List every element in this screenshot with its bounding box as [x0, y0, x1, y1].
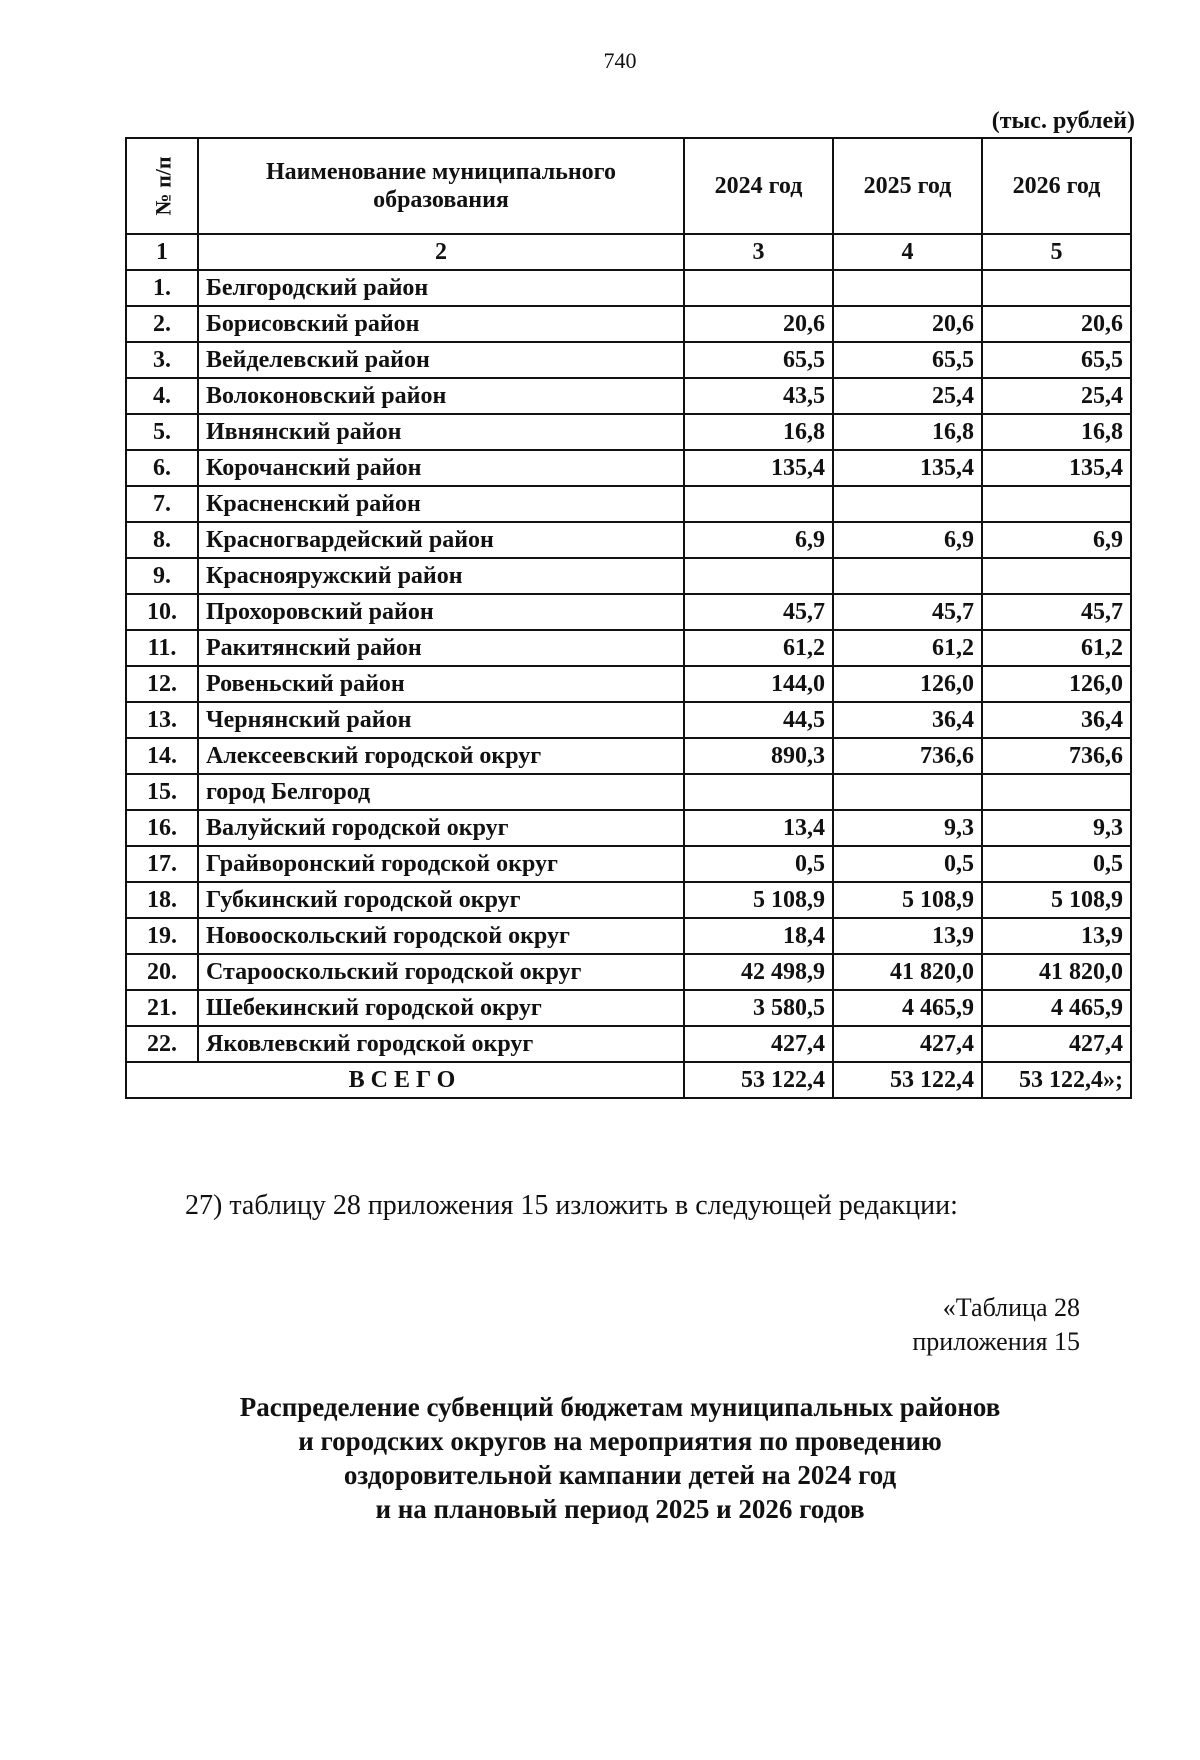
table-row — [126, 1026, 1131, 1062]
row-name: Грайворонский городской округ — [198, 846, 684, 882]
row-value-2025: 41 820,0 — [833, 954, 982, 990]
row-value-2026 — [982, 558, 1131, 594]
row-name: Вейделевский район — [198, 342, 684, 378]
row-name: Ракитянский район — [198, 630, 684, 666]
total-value-2024: 53 122,4 — [684, 1062, 833, 1098]
row-value-2024: 45,7 — [684, 594, 833, 630]
title-line: оздоровительной кампании детей на 2024 год — [343, 1460, 897, 1490]
table-row — [126, 954, 1131, 990]
row-number: 16. — [126, 810, 198, 846]
row-name: Яковлевский городской округ — [198, 1026, 684, 1062]
row-value-2025: 20,6 — [833, 306, 982, 342]
row-value-2025: 61,2 — [833, 630, 982, 666]
row-name: Чернянский район — [198, 702, 684, 738]
row-name: Корочанский район — [198, 450, 684, 486]
column-number: 1 — [126, 234, 198, 270]
subvention-table — [125, 137, 1132, 1099]
row-name: Губкинский городской округ — [198, 882, 684, 918]
row-number: 2. — [126, 306, 198, 342]
column-number: 3 — [684, 234, 833, 270]
row-value-2026: 41 820,0 — [982, 954, 1131, 990]
row-name: Ивнянский район — [198, 414, 684, 450]
row-name: Шебекинский городской округ — [198, 990, 684, 1026]
row-name: Краснояружский район — [198, 558, 684, 594]
total-value-2025: 53 122,4 — [833, 1062, 982, 1098]
header-name: Наименование муниципального образования — [198, 138, 684, 234]
row-value-2025: 36,4 — [833, 702, 982, 738]
row-number: 15. — [126, 774, 198, 810]
row-value-2026: 20,6 — [982, 306, 1131, 342]
row-number: 13. — [126, 702, 198, 738]
row-value-2025 — [833, 774, 982, 810]
row-value-2026: 135,4 — [982, 450, 1131, 486]
document-title — [160, 1390, 1080, 1526]
row-number: 1. — [126, 270, 198, 306]
column-number: 4 — [833, 234, 982, 270]
row-value-2026: 36,4 — [982, 702, 1131, 738]
table-row — [126, 918, 1131, 954]
row-number: 21. — [126, 990, 198, 1026]
row-value-2026: 5 108,9 — [982, 882, 1131, 918]
title-line: и на плановый период 2025 и 2026 годов — [375, 1494, 865, 1524]
row-value-2026: 4 465,9 — [982, 990, 1131, 1026]
row-value-2024: 13,4 — [684, 810, 833, 846]
row-value-2024: 65,5 — [684, 342, 833, 378]
row-value-2025: 9,3 — [833, 810, 982, 846]
row-number: 17. — [126, 846, 198, 882]
row-value-2026: 25,4 — [982, 378, 1131, 414]
row-value-2026: 45,7 — [982, 594, 1131, 630]
title-line: и городских округов на мероприятия по проведению — [298, 1426, 942, 1456]
row-value-2025: 135,4 — [833, 450, 982, 486]
total-row — [126, 1062, 1131, 1098]
table-caption — [860, 1291, 1080, 1359]
row-value-2024: 3 580,5 — [684, 990, 833, 1026]
row-value-2024: 44,5 — [684, 702, 833, 738]
row-value-2024: 6,9 — [684, 522, 833, 558]
row-value-2026: 427,4 — [982, 1026, 1131, 1062]
row-number: 3. — [126, 342, 198, 378]
row-value-2025: 736,6 — [833, 738, 982, 774]
page-number: 740 — [603, 48, 637, 73]
row-value-2025: 126,0 — [833, 666, 982, 702]
row-value-2024: 890,3 — [684, 738, 833, 774]
row-name: Ровеньский район — [198, 666, 684, 702]
row-number: 20. — [126, 954, 198, 990]
table-row — [126, 774, 1131, 810]
total-label: ВСЕГО — [126, 1062, 684, 1098]
row-name: Новооскольский городской округ — [198, 918, 684, 954]
row-value-2026: 16,8 — [982, 414, 1131, 450]
row-value-2024 — [684, 774, 833, 810]
table-row — [126, 738, 1131, 774]
table-row — [126, 414, 1131, 450]
table-row — [126, 846, 1131, 882]
row-value-2024: 18,4 — [684, 918, 833, 954]
table-row — [126, 558, 1131, 594]
table-row — [126, 450, 1131, 486]
row-value-2025: 65,5 — [833, 342, 982, 378]
row-value-2025: 45,7 — [833, 594, 982, 630]
row-value-2024: 0,5 — [684, 846, 833, 882]
header-2025: 2025 год — [833, 138, 982, 234]
table-row — [126, 270, 1131, 306]
row-name: Алексеевский городской округ — [198, 738, 684, 774]
header-2026: 2026 год — [982, 138, 1131, 234]
row-value-2024: 16,8 — [684, 414, 833, 450]
row-value-2024: 61,2 — [684, 630, 833, 666]
row-value-2024: 135,4 — [684, 450, 833, 486]
row-value-2025: 4 465,9 — [833, 990, 982, 1026]
table-row — [126, 630, 1131, 666]
table-row — [126, 702, 1131, 738]
instruction-text: 27) таблицу 28 приложения 15 изложить в следующей редакции: — [185, 1190, 958, 1221]
row-value-2025: 0,5 — [833, 846, 982, 882]
row-value-2025 — [833, 558, 982, 594]
row-value-2025 — [833, 486, 982, 522]
row-value-2026: 13,9 — [982, 918, 1131, 954]
row-value-2025 — [833, 270, 982, 306]
table-header-row — [126, 138, 1131, 234]
header-number-label: № п/п — [150, 156, 176, 216]
row-value-2026: 65,5 — [982, 342, 1131, 378]
column-number: 2 — [198, 234, 684, 270]
row-number: 22. — [126, 1026, 198, 1062]
table-row — [126, 522, 1131, 558]
row-value-2026 — [982, 270, 1131, 306]
row-number: 19. — [126, 918, 198, 954]
row-value-2025: 16,8 — [833, 414, 982, 450]
header-2024: 2024 год — [684, 138, 833, 234]
table-row — [126, 594, 1131, 630]
row-value-2024: 144,0 — [684, 666, 833, 702]
row-number: 10. — [126, 594, 198, 630]
row-number: 5. — [126, 414, 198, 450]
row-number: 6. — [126, 450, 198, 486]
row-value-2024: 427,4 — [684, 1026, 833, 1062]
row-value-2024 — [684, 486, 833, 522]
row-number: 18. — [126, 882, 198, 918]
table-row — [126, 990, 1131, 1026]
row-value-2024 — [684, 558, 833, 594]
row-name: Старооскольский городской округ — [198, 954, 684, 990]
row-number: 7. — [126, 486, 198, 522]
row-name: Борисовский район — [198, 306, 684, 342]
row-value-2024: 42 498,9 — [684, 954, 833, 990]
row-name: город Белгород — [198, 774, 684, 810]
row-value-2025: 5 108,9 — [833, 882, 982, 918]
row-name: Валуйский городской округ — [198, 810, 684, 846]
row-name: Волоконовский район — [198, 378, 684, 414]
table-row — [126, 810, 1131, 846]
row-value-2026: 736,6 — [982, 738, 1131, 774]
row-number: 14. — [126, 738, 198, 774]
row-value-2025: 25,4 — [833, 378, 982, 414]
table-row — [126, 882, 1131, 918]
row-value-2026 — [982, 774, 1131, 810]
row-value-2026: 0,5 — [982, 846, 1131, 882]
column-number: 5 — [982, 234, 1131, 270]
row-number: 9. — [126, 558, 198, 594]
row-value-2026: 6,9 — [982, 522, 1131, 558]
row-name: Прохоровский район — [198, 594, 684, 630]
row-value-2025: 427,4 — [833, 1026, 982, 1062]
table-row — [126, 342, 1131, 378]
row-number: 4. — [126, 378, 198, 414]
total-value-2026: 53 122,4»; — [982, 1062, 1131, 1098]
table-row — [126, 666, 1131, 702]
row-number: 11. — [126, 630, 198, 666]
row-number: 8. — [126, 522, 198, 558]
header-number — [126, 138, 198, 234]
table-row — [126, 306, 1131, 342]
row-value-2026: 126,0 — [982, 666, 1131, 702]
column-numbers-row — [126, 234, 1131, 270]
units-label: (тыс. рублей) — [991, 108, 1135, 134]
row-name: Красненский район — [198, 486, 684, 522]
row-value-2024: 43,5 — [684, 378, 833, 414]
row-value-2026 — [982, 486, 1131, 522]
row-name: Красногвардейский район — [198, 522, 684, 558]
row-value-2024: 20,6 — [684, 306, 833, 342]
table-row — [126, 378, 1131, 414]
row-name: Белгородский район — [198, 270, 684, 306]
row-value-2026: 61,2 — [982, 630, 1131, 666]
table-caption-line: «Таблица 28 — [942, 1293, 1080, 1322]
row-value-2024 — [684, 270, 833, 306]
table-row — [126, 486, 1131, 522]
row-value-2024: 5 108,9 — [684, 882, 833, 918]
title-line: Распределение субвенций бюджетам муниципальных районов — [239, 1392, 1001, 1422]
row-value-2025: 13,9 — [833, 918, 982, 954]
row-value-2025: 6,9 — [833, 522, 982, 558]
row-number: 12. — [126, 666, 198, 702]
row-value-2026: 9,3 — [982, 810, 1131, 846]
table-caption-line: приложения 15 — [912, 1327, 1080, 1356]
